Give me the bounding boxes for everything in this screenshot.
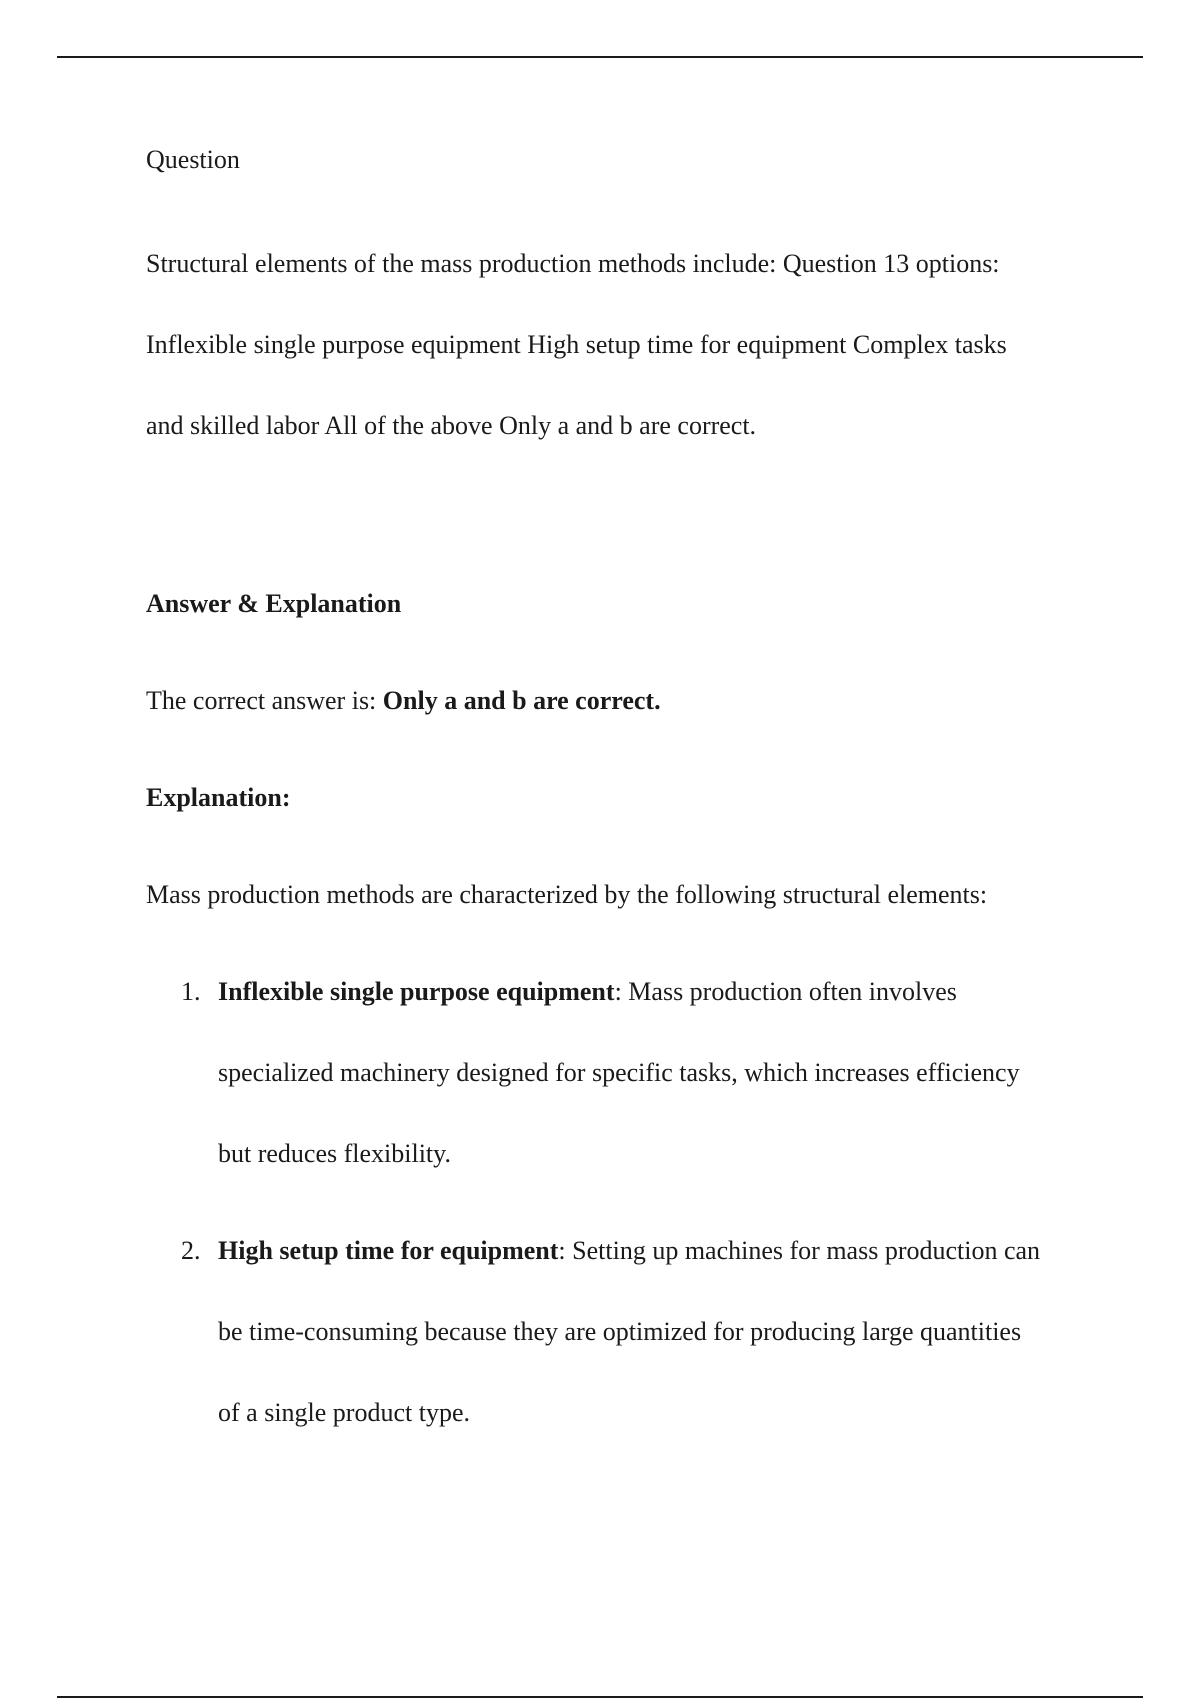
explanation-heading: Explanation:	[146, 783, 291, 812]
explanation-list	[146, 951, 1046, 1453]
answer-prefix: The correct answer is:	[146, 686, 383, 715]
answer-heading: Answer & Explanation	[146, 589, 402, 618]
answer-line	[146, 681, 1046, 721]
question-label: Question	[146, 145, 240, 174]
list-item-number: 2.	[181, 1236, 201, 1265]
list-item	[146, 951, 1046, 1194]
page-top-rule	[57, 56, 1143, 58]
list-item-text: : Mass production often involves specialized machinery designed for specific tasks, which increases efficiency but reduces flexibility.	[218, 977, 1020, 1168]
list-item	[146, 1210, 1046, 1453]
document-body	[146, 140, 1046, 1469]
question-text: Structural elements of the mass production methods include: Question 13 options: Inflexible single purpose equipment High setup time for equipment Complex tasks and skilled labor All of the above Only a and b are correct.	[146, 249, 1007, 440]
list-item-number: 1.	[181, 977, 201, 1006]
explanation-intro: Mass production methods are characterized by the following structural elements:	[146, 880, 988, 909]
answer-value: Only a and b are correct.	[382, 686, 661, 715]
page-bottom-rule	[57, 1696, 1143, 1698]
list-item-title: Inflexible single purpose equipment	[218, 977, 615, 1006]
list-item-title: High setup time for equipment	[218, 1236, 559, 1265]
list-item-text: : Setting up machines for mass production can be time-consuming because they are optimized for producing large quantities of a single product type.	[218, 1236, 1041, 1427]
